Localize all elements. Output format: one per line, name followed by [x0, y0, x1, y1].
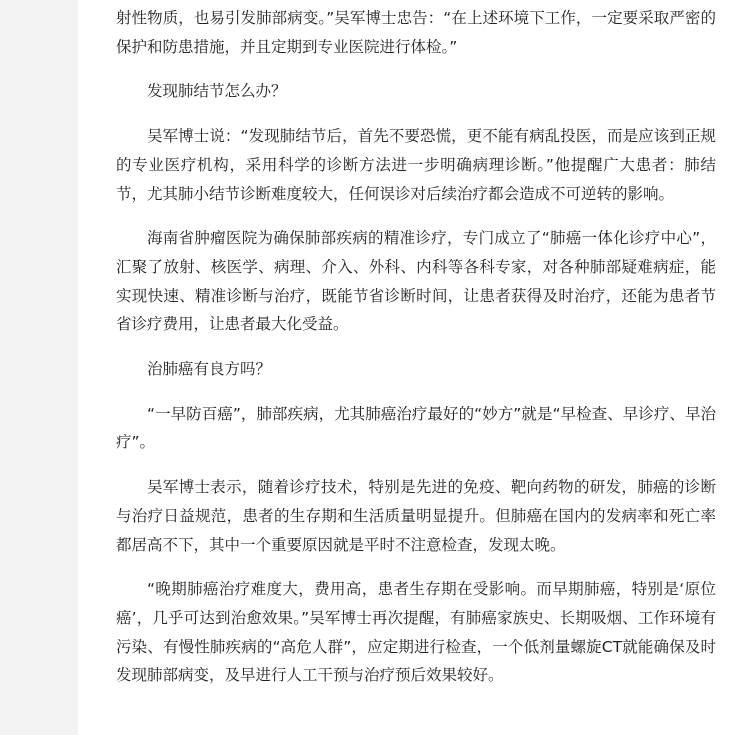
- section-heading-treatment: 治肺癌有良方吗？: [147, 360, 272, 379]
- paragraph-hospital-center: 海南省肿瘤医院为确保肺部疾病的精准诊疗，专门成立了“肺癌一体化诊疗中心”，汇聚了放射、核医学、病理、介入、外科、内科等各科专家，对各种肺部疑难病症，能实现快速、精准诊断与治疗，既能节省诊断时间，让患者获得及时治疗，还能为患者节省诊疗费用，让患者最大化受益。: [116, 229, 716, 334]
- paragraph-treatment-progress: 吴军博士表示，随着诊疗技术，特别是先进的免疫、靶向药物的研发，肺癌的诊断与治疗日益规范，患者的生存期和生活质量明显提升。但肺癌在国内的发病率和死亡率都居高不下，其中一个重要原因就是平时不注意检查，发现太晚。: [116, 478, 716, 554]
- section-heading-lung-nodule: 发现肺结节怎么办？: [147, 82, 287, 101]
- left-gutter: [0, 0, 78, 735]
- paragraph-doctor-advice: 吴军博士说：“发现肺结节后，首先不要恐慌，更不能有病乱投医，而是应该到正规的专业医疗机构，采用科学的诊断方法进一步明确病理诊断。”他提醒广大患者：肺结节，尤其肺小结节诊断难度较大，任何误诊对后续治疗都会造成不可逆转的影响。: [116, 127, 716, 203]
- article-panel: [78, 0, 742, 735]
- paragraph-continuation: 射性物质，也易引发肺部病变。”吴军博士忠告：“在上述环境下工作，一定要采取严密的保护和防患措施，并且定期到专业医院进行体检。”: [116, 9, 716, 56]
- article-body: [116, 4, 716, 706]
- paragraph-late-vs-early: “晚期肺癌治疗难度大，费用高，患者生存期在受影响。而早期肺癌，特别是‘原位癌’，几乎可达到治愈效果。”吴军博士再次提醒，有肺癌家族史、长期吸烟、工作环境有污染、有慢性肺疾病的“高危人群”，应定期进行检查，一个低剂量螺旋CT就能确保及时发现肺部病变，及早进行人工干预与治疗预后效果较好。: [116, 580, 716, 685]
- paragraph-early-detection: “一早防百癌”，肺部疾病，尤其肺癌治疗最好的“妙方”就是“早检查、早诊疗、早治疗”。: [116, 404, 716, 452]
